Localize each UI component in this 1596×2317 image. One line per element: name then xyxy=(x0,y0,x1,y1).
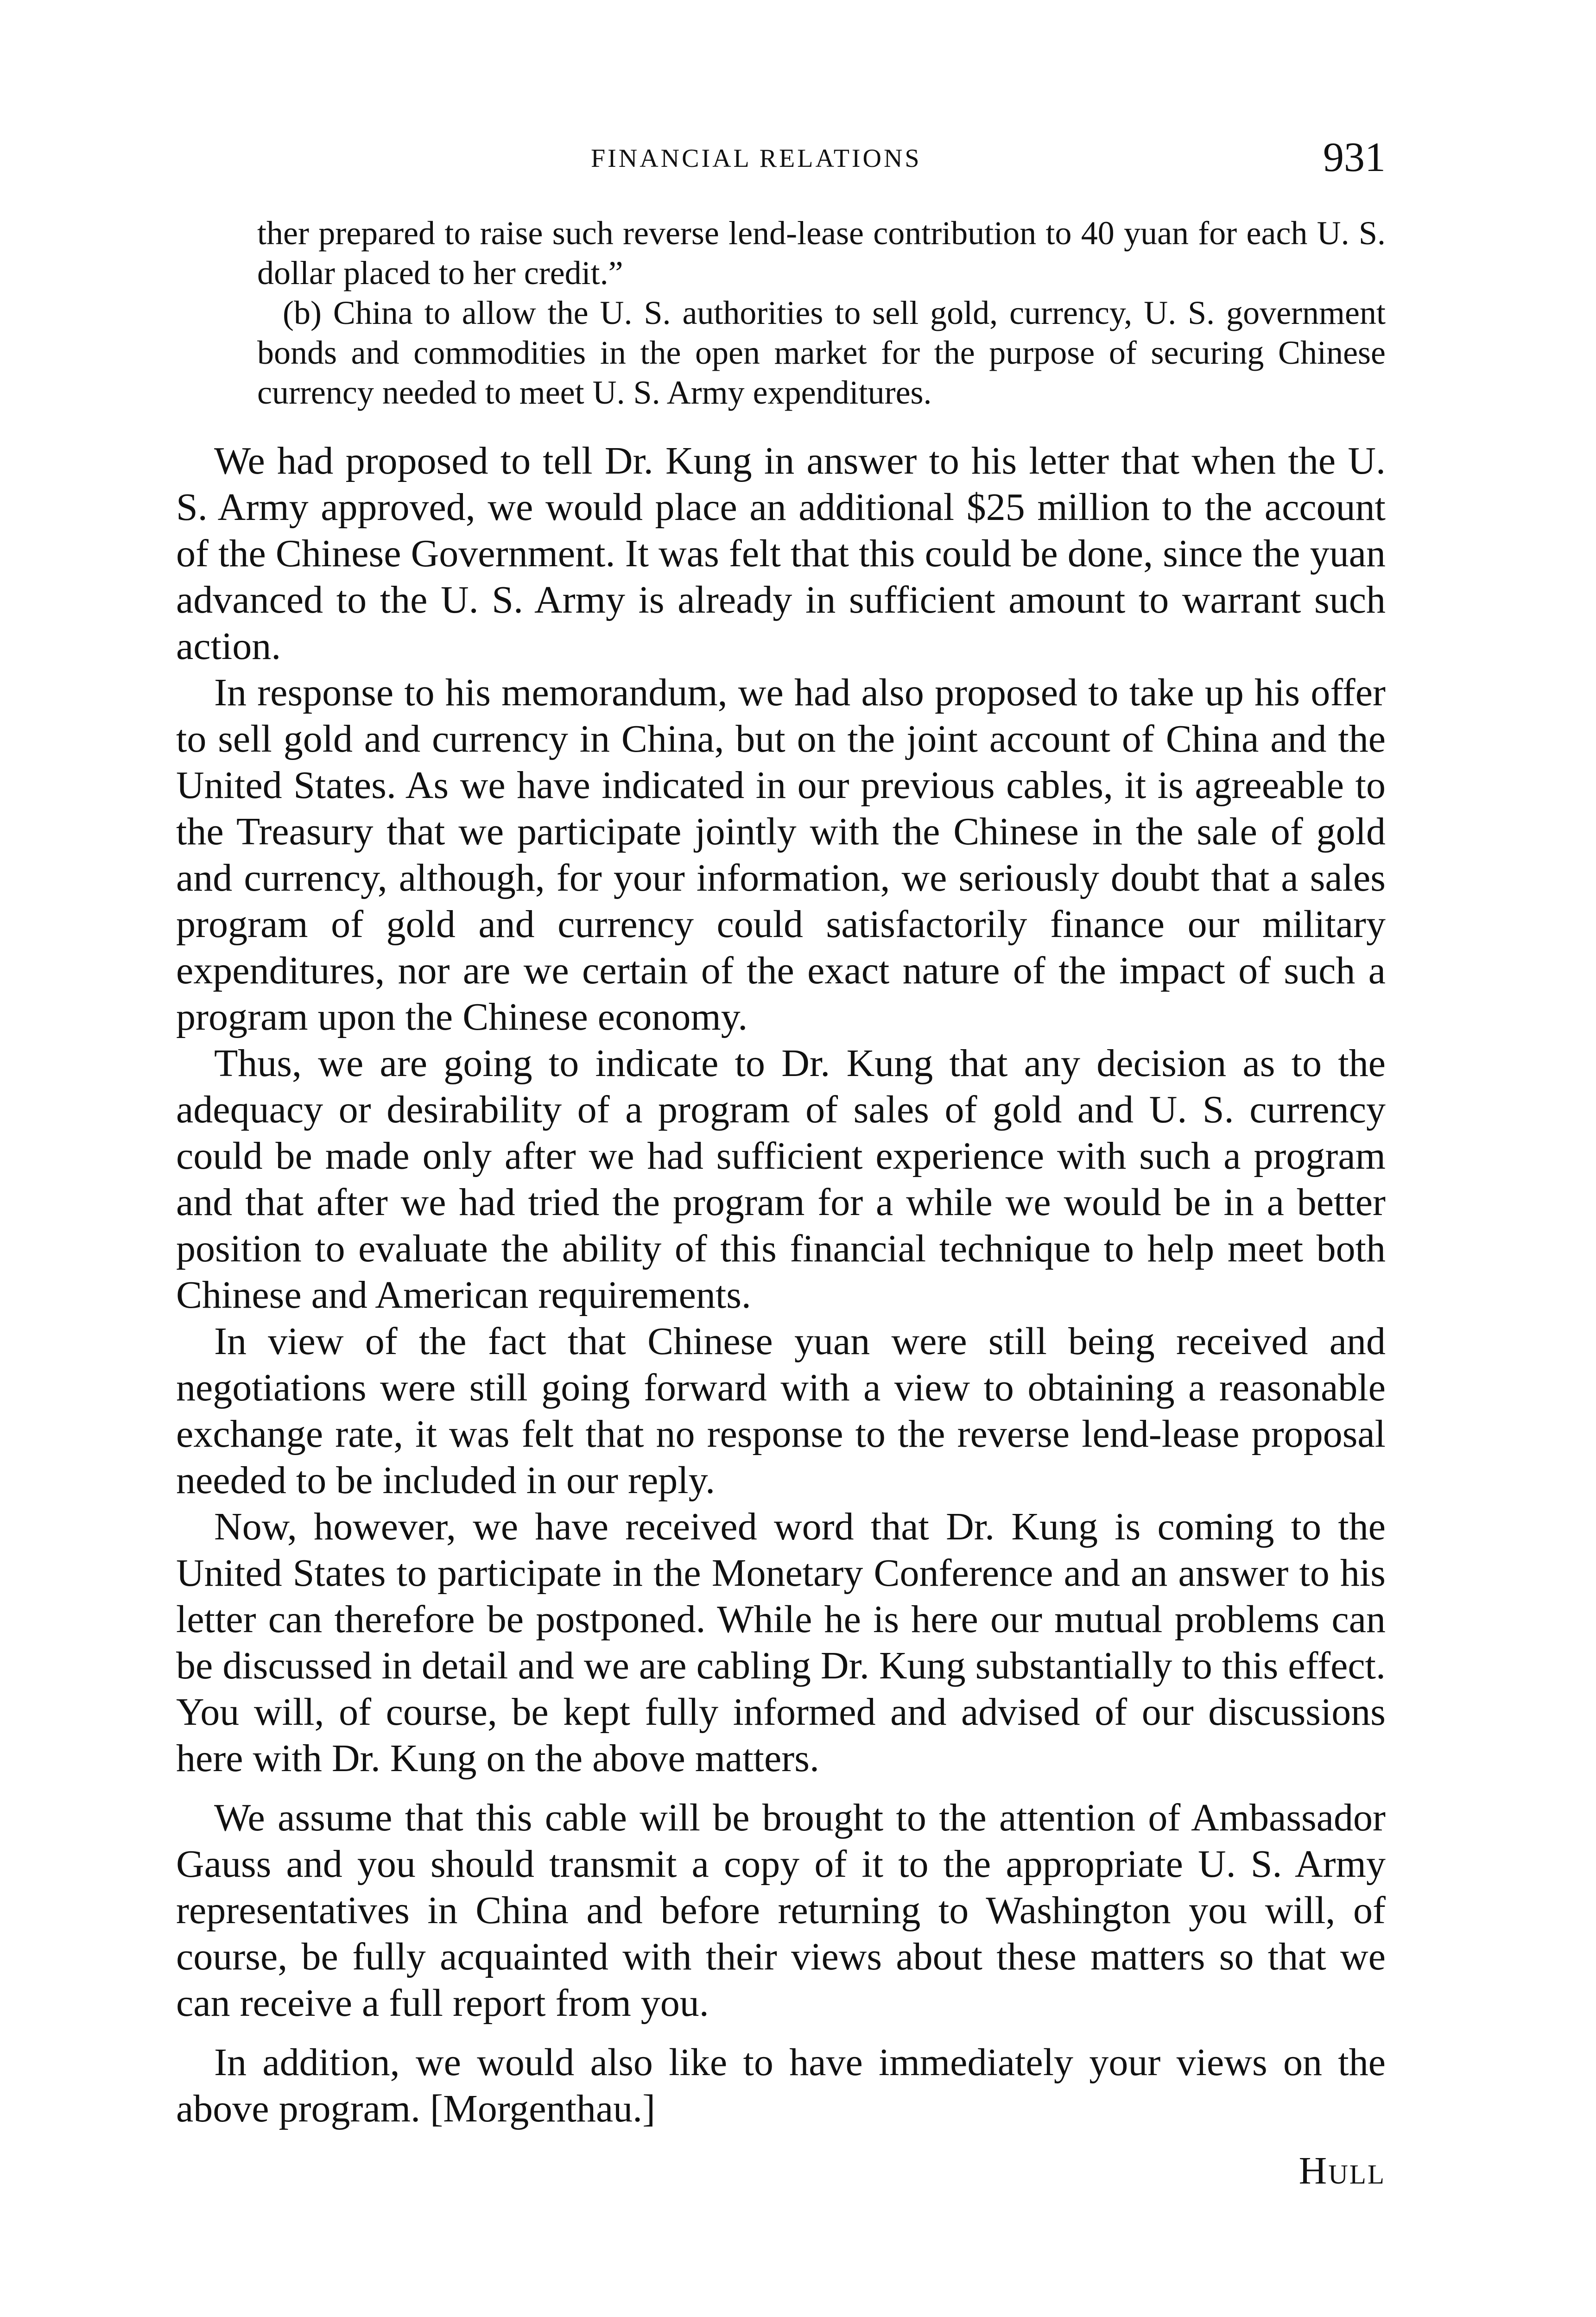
page-content xyxy=(176,213,1386,2194)
quote-item-b: (b) China to allow the U. S. authorities to sell gold, currency, U. S. government bonds and commodities in the open market for the purpose of securing Chinese currency needed to meet U. S. Army expenditures. xyxy=(257,294,1386,411)
page-header xyxy=(176,134,1386,190)
paragraph: Now, however, we have received word that Dr. Kung is coming to the United States to participate in the Monetary Conference and an answer to his letter can therefore be postponed. While he is here our mutual problems can be discussed in detail and we are cabling Dr. Kung substantially to this effect. You will, of course, be kept fully informed and advised of our discussions here with Dr. Kung on the above matters. xyxy=(176,1505,1386,1780)
body-text xyxy=(176,438,1386,2132)
paragraph: In view of the fact that Chinese yuan were still being received and negotiations were still going forward with a view to obtaining a reasonable exchange rate, it was felt that no response to the reverse lend-lease proposal needed to be included in our reply. xyxy=(176,1320,1386,1502)
paragraph: We assume that this cable will be brought to the attention of Ambassador Gauss and you should transmit a copy of it to the appropriate U. S. Army representatives in China and before returning to Washington you will, of course, be fully acquainted with their views about these matters so that we can receive a full report from you. xyxy=(176,1796,1386,2025)
paragraph: Thus, we are going to indicate to Dr. Kung that any decision as to the adequacy or desirability of a program of sales of gold and U. S. currency could be made only after we had sufficient experience with such a program and that after we had tried the program for a while we would be in a better position to evaluate the ability of this financial technique to help meet both Chinese and American requirements. xyxy=(176,1042,1386,1317)
paragraph: In response to his memorandum, we had also proposed to take up his offer to sell gold and currency in China, but on the joint account of China and the United States. As we have indicated in our previous cables, it is agreeable to the Treasury that we participate jointly with the Chinese in the sale of gold and currency, although, for your information, we seriously doubt that a sales program of gold and currency could satisfactorily finance our military expenditures, nor are we certain of the exact nature of the impact of such a program upon the Chinese economy. xyxy=(176,671,1386,1038)
paragraph: In addition, we would also like to have immediately your views on the above program. [Morgenthau.] xyxy=(176,2041,1386,2130)
paragraph: We had proposed to tell Dr. Kung in answer to his letter that when the U. S. Army approved, we would place an additional $25 million to the account of the Chinese Government. It was felt that this could be done, since the yuan advanced to the U. S. Army is already in sufficient amount to warrant such action. xyxy=(176,439,1386,668)
signature: Hull xyxy=(1298,2149,1386,2192)
running-head: FINANCIAL RELATIONS xyxy=(591,144,922,173)
page-number: 931 xyxy=(1323,134,1386,180)
quoted-block xyxy=(176,213,1386,412)
quote-continuation: ther prepared to raise such reverse lend-lease contribution to 40 yuan for each U. S. dollar placed to her credit.” xyxy=(257,215,1386,291)
